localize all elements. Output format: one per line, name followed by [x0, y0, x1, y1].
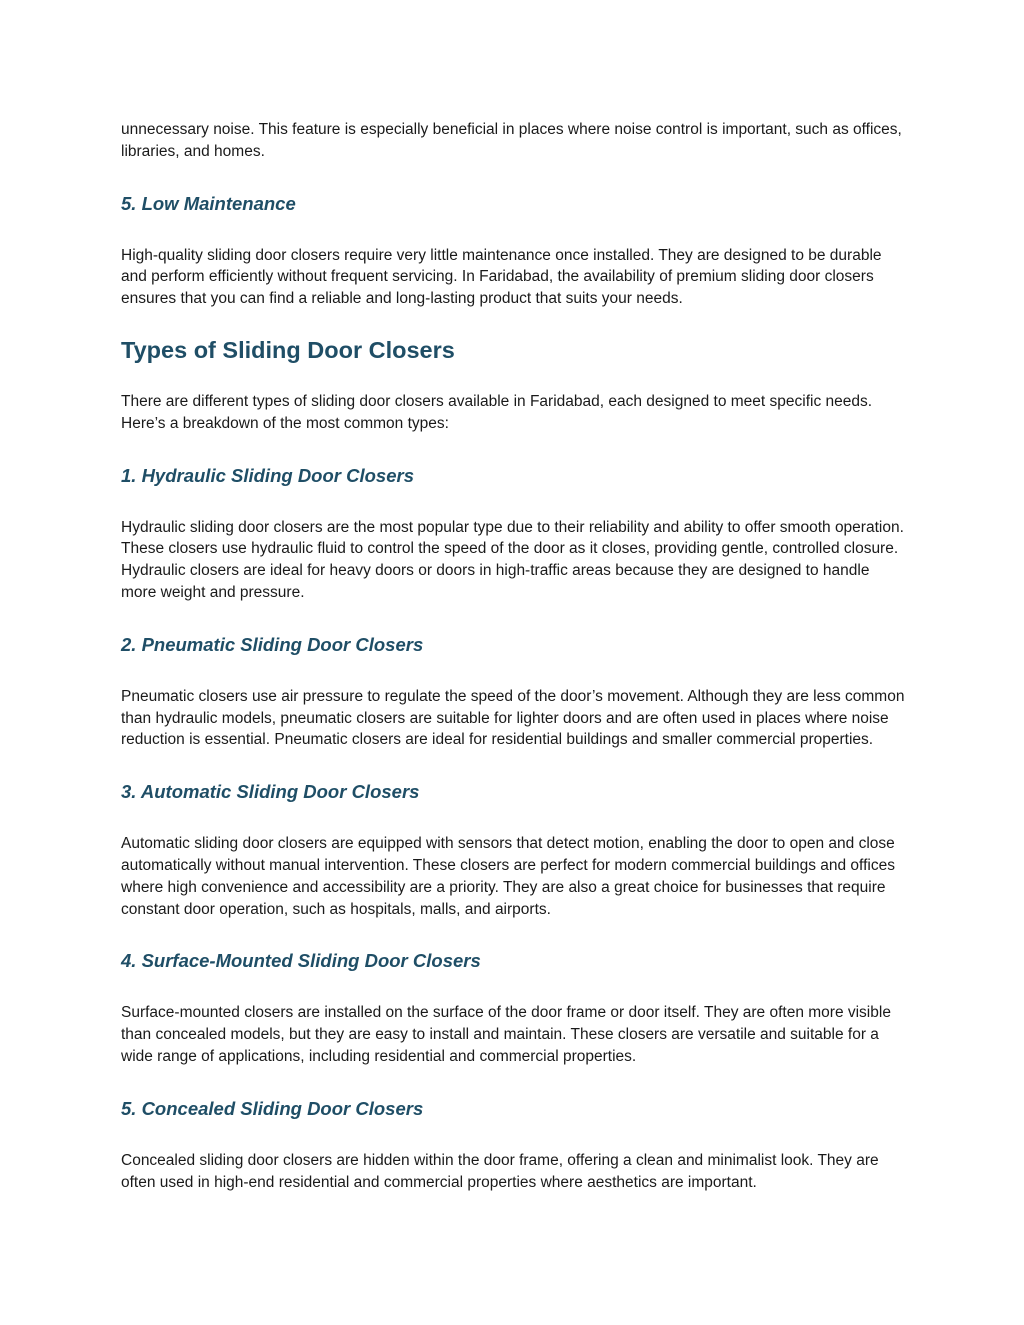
pneumatic-paragraph: Pneumatic closers use air pressure to regulate the speed of the door’s movement. Although they are less common than hydraulic models, pneumatic closers are suitable for lighter doors and are often used in places where noise reduction is essential. Pneumatic closers are ideal for residential buildings and smaller commercial properties. — [121, 687, 905, 749]
concealed-heading: 5. Concealed Sliding Door Closers — [121, 1097, 424, 1119]
hydraulic-paragraph: Hydraulic sliding door closers are the most popular type due to their reliability and ability to offer smooth operation. These closers use hydraulic fluid to control the speed of the door as it closes, providing gentle, controlled closure. Hydraulic closers are ideal for heavy doors or doors in high-traffic areas because they are designed to handle more weight and pressure. — [121, 518, 904, 601]
document-body — [121, 119, 906, 1193]
automatic-paragraph: Automatic sliding door closers are equipped with sensors that detect motion, enabling the door to open and close automatically without manual intervention. These closers are perfect for modern commercial buildings and offices where high convenience and accessibility are a priority. They are also a great choice for businesses that require constant door operation, such as hospitals, malls, and airports. — [121, 835, 895, 918]
low-maintenance-paragraph: High-quality sliding door closers require very little maintenance once installed. They are designed to be durable and perform efficiently without frequent servicing. In Faridabad, the availability of premium sliding door closers ensures that you can find a reliable and long-lasting product that suits your needs. — [121, 246, 882, 308]
automatic-heading: 3. Automatic Sliding Door Closers — [121, 781, 420, 803]
low-maintenance-heading: 5. Low Maintenance — [121, 192, 296, 214]
surface-mounted-paragraph: Surface-mounted closers are installed on the surface of the door frame or door itself. They are often more visible than concealed models, but they are easy to install and maintain. These closers are versatile and suitable for a wide range of applications, including residential and commercial properties. — [121, 1004, 891, 1065]
hydraulic-heading: 1. Hydraulic Sliding Door Closers — [121, 464, 414, 486]
concealed-paragraph: Concealed sliding door closers are hidden within the door frame, offering a clean and minimalist look. They are often used in high-end residential and commercial properties where aesthetics are important. — [121, 1151, 879, 1191]
pneumatic-heading: 2. Pneumatic Sliding Door Closers — [121, 633, 424, 655]
intro-paragraph: unnecessary noise. This feature is especially beneficial in places where noise control is important, such as offices, libraries, and homes. — [121, 121, 902, 160]
types-section-heading: Types of Sliding Door Closers — [121, 336, 455, 363]
surface-mounted-heading: 4. Surface-Mounted Sliding Door Closers — [121, 950, 481, 972]
types-intro-paragraph: There are different types of sliding door closers available in Faridabad, each designed to meet specific needs. Here’s a breakdown of the most common types: — [121, 392, 873, 432]
